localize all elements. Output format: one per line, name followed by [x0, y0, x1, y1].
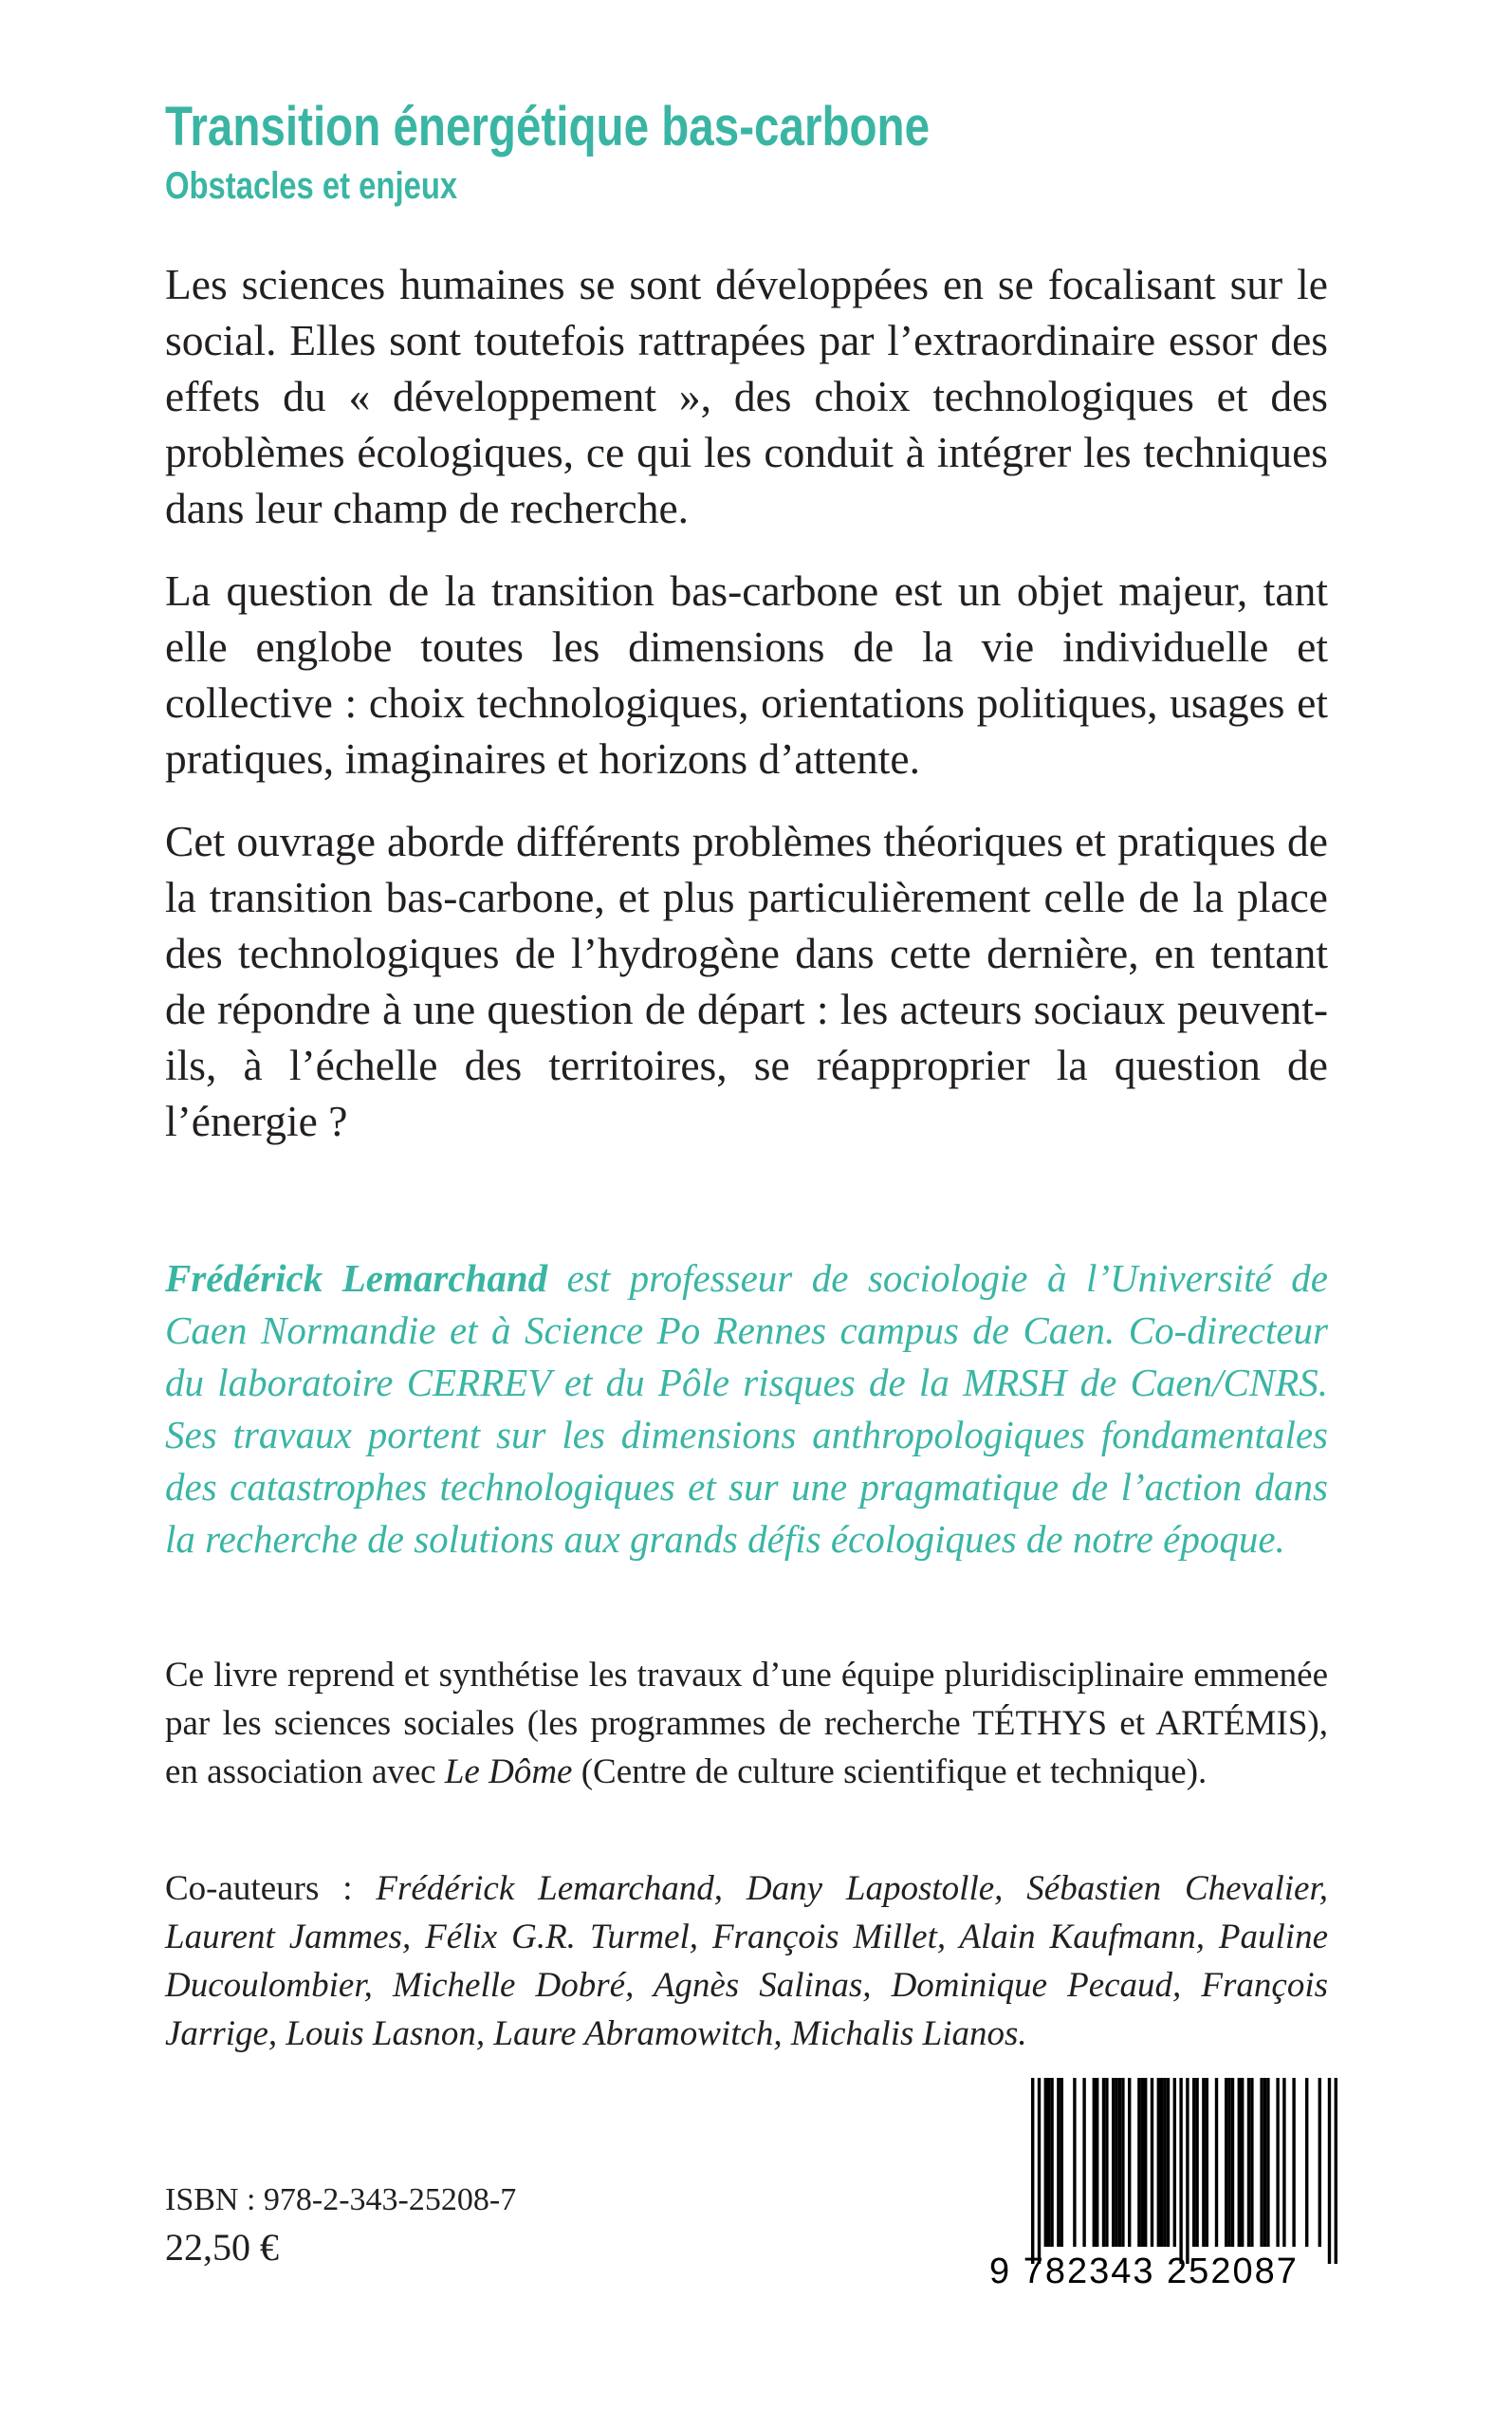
barcode-bar	[1241, 2078, 1244, 2247]
barcode-bar	[1157, 2078, 1160, 2247]
barcode-bar	[1112, 2078, 1115, 2247]
barcode-bar	[1137, 2078, 1140, 2247]
barcode-bar	[1038, 2078, 1041, 2264]
barcode-digits: 9 782343 252087	[989, 2251, 1299, 2291]
barcode-bar	[1102, 2078, 1105, 2247]
barcode-bar	[1276, 2078, 1279, 2247]
partner-name: Le Dôme	[444, 1752, 573, 1791]
barcode-bar	[1115, 2078, 1117, 2247]
barcode-bar	[1144, 2078, 1147, 2247]
author-bio	[165, 1252, 1328, 1566]
barcode-bar	[1160, 2078, 1163, 2247]
barcode-bar	[1105, 2078, 1108, 2247]
coauthors-names: Frédérick Lemarchand, Dany Lapostolle, Sébastien Chevalier, Laurent Jammes, Félix G.R. Turmel, François Millet, Alain Kaufmann, Pauline Ducoulombier, Michelle Dobré, Agnès Salinas, Dominique Pecaud, François Jarrige, Louis Lasnon, Laure Abramowitch, Michalis Lianos.	[165, 1869, 1329, 2053]
blurb	[165, 256, 1328, 1176]
barcode-bar	[1186, 2078, 1189, 2264]
barcode-bar	[1173, 2078, 1176, 2247]
barcode-bar	[1096, 2078, 1098, 2247]
barcode-bar	[1195, 2078, 1198, 2247]
barcode-bar	[1047, 2078, 1050, 2247]
barcode-bar	[1031, 2078, 1034, 2264]
barcode-bar	[1093, 2078, 1096, 2247]
project-note-text: Ce livre reprend et synthétise les travaux d’une équipe pluridisciplinaire emmenée par les sciences sociales (les programmes de recherche TÉTHYS et ARTÉMIS), en association avec	[165, 1656, 1328, 1791]
title-block	[165, 93, 1351, 211]
barcode-bar	[1121, 2078, 1124, 2247]
barcode-bar	[1328, 2078, 1331, 2264]
barcode-bar	[1163, 2078, 1166, 2247]
barcode-bar	[1263, 2078, 1266, 2247]
barcode-bar	[1247, 2078, 1250, 2247]
book-title: Transition énergétique bas-carbone	[165, 96, 931, 158]
isbn: ISBN : 978-2-343-25208-7	[165, 2182, 517, 2217]
barcode-bar	[1238, 2078, 1241, 2247]
book-subtitle: Obstacles et enjeux	[165, 165, 458, 207]
barcode-bar	[1206, 2078, 1208, 2247]
barcode-bar	[1266, 2078, 1269, 2247]
barcode	[989, 2078, 1350, 2299]
barcode-bar	[1151, 2078, 1153, 2247]
barcode-bar	[1227, 2078, 1230, 2247]
barcode-bar	[1141, 2078, 1144, 2247]
barcode-bar	[1225, 2078, 1227, 2247]
barcode-bar	[1215, 2078, 1218, 2247]
project-note	[165, 1651, 1328, 1796]
blurb-paragraph-1: Les sciences humaines se sont développées en se focalisant sur le social. Elles sont toutefois rattrapées par l’extraordinaire essor des effets du « développement », des choix technologiques et des problèmes écologiques, ce qui les conduit à intégrer les techniques dans leur champ de recherche.	[165, 260, 1328, 532]
author-name: Frédérick Lemarchand	[165, 1256, 548, 1300]
barcode-bar	[1060, 2078, 1063, 2247]
author-bio-text: est professeur de sociologie à l’Université de Caen Normandie et à Science Po Rennes campus de Caen. Co-directeur du laboratoire CERREV et du Pôle risques de la MRSH de Caen/CNRS. Ses travaux portent sur les dimensions anthropologiques fondamentales des catastrophes technologiques et sur une pragmatique de l’action dans la recherche de solutions aux grands défis écologiques de notre époque.	[165, 1256, 1328, 1561]
barcode-bar	[1192, 2078, 1195, 2247]
barcode-bar	[1282, 2078, 1285, 2247]
price: 22,50 €	[165, 2226, 279, 2269]
barcode-bar	[1250, 2078, 1253, 2247]
blurb-paragraph-3: Cet ouvrage aborde différents problèmes théoriques et pratiques de la transition bas-carbone, et plus particulièrement celle de la place des technologiques de l’hydrogène dans cette dernière, en tentant de répondre à une question de départ : les acteurs sociaux peuvent-ils, à l’échelle des territoires, se réapproprier la question de l’énergie ?	[165, 817, 1328, 1145]
barcode-bar	[1260, 2078, 1263, 2247]
blurb-paragraph-2: La question de la transition bas-carbone est un objet majeur, tant elle englobe toutes les dimensions de la vie individuelle et collective : choix technologiques, orientations politiques, usages et pratiques, imaginaires et horizons d’attente.	[165, 566, 1328, 783]
barcode-bar	[1128, 2078, 1131, 2247]
barcode-bar	[1292, 2078, 1295, 2247]
barcode-bar	[1073, 2078, 1076, 2247]
barcode-bar	[1231, 2078, 1234, 2247]
coauthors	[165, 1864, 1328, 2058]
barcode-bar	[1179, 2078, 1182, 2264]
barcode-bar	[1318, 2078, 1321, 2247]
barcode-bar	[1118, 2078, 1121, 2247]
project-note-end: (Centre de culture scientifique et technique).	[572, 1752, 1208, 1791]
barcode-bar	[1082, 2078, 1085, 2247]
barcode-bar	[1057, 2078, 1060, 2247]
coauthors-label: Co-auteurs :	[165, 1869, 377, 1908]
barcode-bar	[1044, 2078, 1047, 2247]
barcode-bar	[1305, 2078, 1308, 2247]
barcode-bar	[1202, 2078, 1205, 2247]
barcode-bar	[1335, 2078, 1337, 2264]
barcode-bar	[1167, 2078, 1170, 2247]
barcode-bars	[989, 2078, 1350, 2268]
barcode-bar	[1050, 2078, 1053, 2247]
